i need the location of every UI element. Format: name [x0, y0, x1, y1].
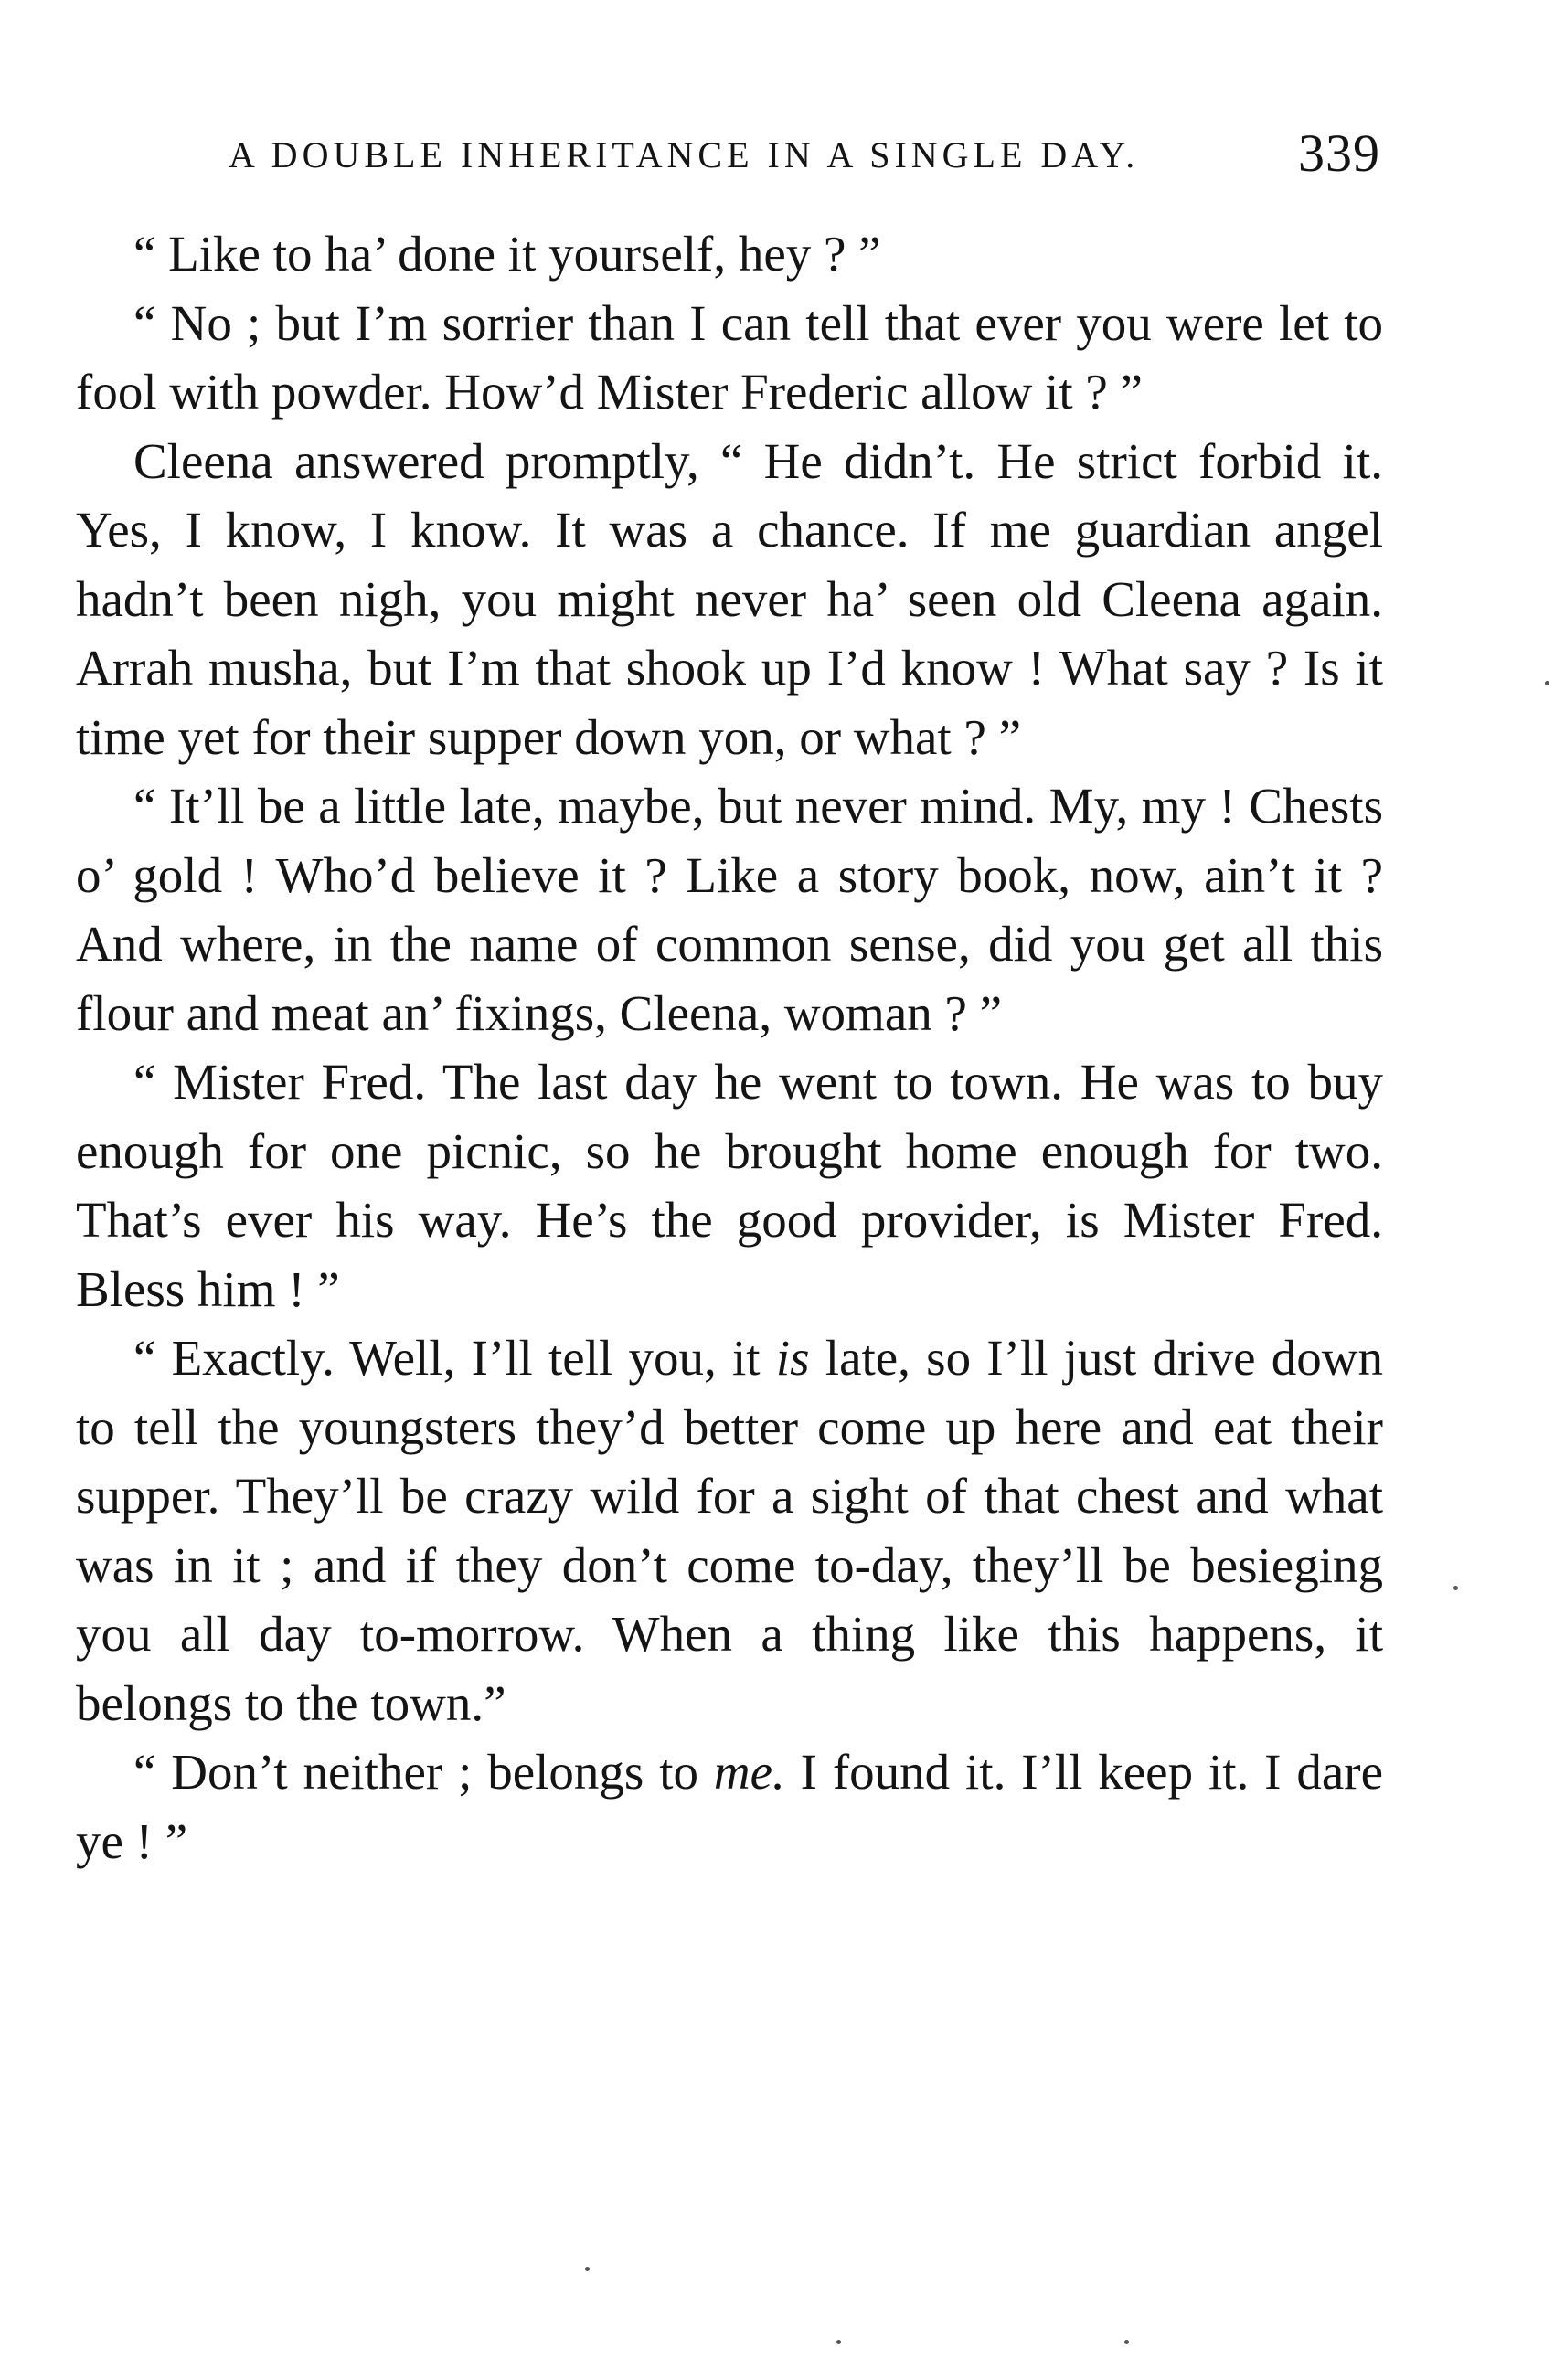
paragraph-text: “ Don’t neither ; belongs to: [133, 1744, 714, 1800]
print-speck: [1545, 681, 1549, 685]
page-number: 339: [1298, 123, 1380, 183]
paragraph-6: [76, 1323, 1383, 1737]
paragraph-2: [76, 289, 1383, 427]
paragraph-text: “ Like to ha’ done it yourself, hey ? ”: [133, 226, 881, 282]
paragraph-text: Cleena answered promptly, “ He didn’t. He strict forbid it. Yes, I know, I know. It was a chance. If me guardian angel hadn’t been nigh, you might never ha’ seen old Cleena again. Arrah musha, but I’m that shook up I’d know ! What say ? Is it time yet for their supper down yon, or what ? ”: [76, 432, 1383, 765]
italic-emphasis: me.: [713, 1744, 785, 1800]
paragraph-text: late, so I’ll just drive down to tell the youngsters they’d better come up here and eat their supper. They’ll be crazy wild for a sight of that chest and what was in it ; and if they don’t come to-day, they’ll be besieging you all day to-morrow. When a thing like this happens, it belongs to the town.”: [76, 1330, 1383, 1731]
paragraph-1: [76, 219, 1383, 289]
paragraph-7: [76, 1737, 1383, 1875]
paragraph-text: “ It’ll be a little late, maybe, but never mind. My, my ! Chests o’ gold ! Who’d believe it ? Like a story book, now, ain’t it ? And where, in the name of common sense, did you get all this flour and meat an’ fixings, Cleena, woman ? ”: [76, 778, 1383, 1041]
print-speck: [1124, 2340, 1129, 2344]
paragraph-4: [76, 771, 1383, 1047]
paragraph-text: “ Exactly. Well, I’ll tell you, it: [133, 1330, 776, 1386]
italic-emphasis: is: [775, 1330, 810, 1386]
running-title: A DOUBLE INHERITANCE IN A SINGLE DAY.: [229, 134, 1140, 175]
paragraph-text: “ No ; but I’m sorrier than I can tell that ever you were let to fool with powder. How’d Mister Frederic allow it ? ”: [76, 294, 1383, 420]
print-speck: [585, 2267, 590, 2271]
paragraph-5: [76, 1047, 1383, 1323]
print-speck: [836, 2340, 841, 2344]
paragraph-3: [76, 427, 1383, 772]
paragraph-text: “ Mister Fred. The last day he went to town. He was to buy enough for one picnic, so he brought home enough for two. That’s ever his way. He’s the good provider, is Mister Fred. Bless him ! ”: [76, 1054, 1383, 1317]
print-speck: [1453, 1586, 1458, 1590]
running-head: [229, 123, 1380, 192]
body-text: [76, 219, 1383, 1875]
paragraph-text: I found it. I’ll keep it. I dare ye ! ”: [76, 1744, 1383, 1869]
